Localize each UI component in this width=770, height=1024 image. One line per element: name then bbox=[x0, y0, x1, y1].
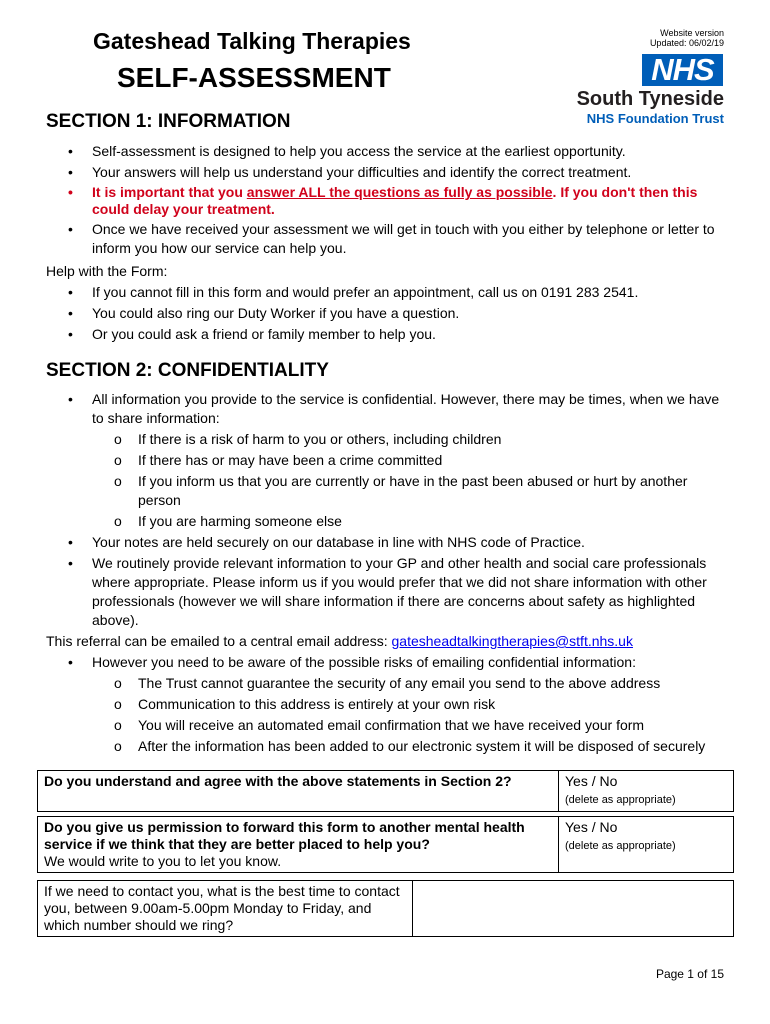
section2-heading: SECTION 2: CONFIDENTIALITY bbox=[46, 360, 329, 381]
list-item: • Your answers will help us understand your difficulties and identify the correct treatment. bbox=[68, 164, 632, 180]
answer-2-cell[interactable] bbox=[559, 817, 734, 873]
sub-list-item: o If you inform us that you are currently or have in the past been abused or hurt by another person bbox=[114, 473, 688, 508]
email-link[interactable]: gatesheadtalkingtherapies@stft.nhs.uk bbox=[391, 633, 633, 649]
answer-1-note: (delete as appropriate) bbox=[565, 794, 676, 806]
page-number: Page 1 of 15 bbox=[655, 967, 724, 981]
email-line: This referral can be emailed to a central email address: gatesheadtalkingtherapies@stft.nhs.uk bbox=[46, 633, 633, 649]
help-heading: Help with the Form: bbox=[46, 263, 168, 279]
list-item: • We routinely provide relevant information to your GP and other health and social care professionals where appropriate. Please inform us if you would prefer that we did not share information with other professionals (however we will share information if there are concerns about safety as highlighted above). bbox=[68, 555, 707, 628]
question-2-note: We would write to you to let you know. bbox=[44, 853, 282, 869]
version-note bbox=[600, 28, 724, 48]
question-1: Do you understand and agree with the above statements in Section 2? bbox=[38, 771, 559, 812]
question-table-2 bbox=[37, 816, 734, 873]
trust-name: NHS Foundation Trust bbox=[586, 111, 724, 126]
answer-1-options[interactable]: Yes / No bbox=[565, 773, 618, 789]
important-notice: • It is important that you answer ALL the questions as fully as possible. If you don't then this could delay your treatment. bbox=[68, 184, 698, 217]
sub-list-item: o If you are harming someone else bbox=[114, 513, 342, 529]
list-item: • Your notes are held securely on our database in line with NHS code of Practice. bbox=[68, 534, 585, 550]
list-item: • All information you provide to the service is confidential. However, there may be times, when we have to share information: bbox=[68, 391, 720, 426]
list-item: • Self-assessment is designed to help you access the service at the earliest opportunity. bbox=[68, 143, 626, 159]
section1-heading: SECTION 1: INFORMATION bbox=[46, 111, 291, 132]
question-2-cell bbox=[38, 817, 559, 873]
question-table-3 bbox=[37, 880, 734, 937]
list-item: • Once we have received your assessment we will get in touch with you either by telephone or letter to inform you how our service can help you. bbox=[68, 221, 715, 256]
nhs-logo: NHS bbox=[642, 54, 723, 86]
sub-list-item: o If there is a risk of harm to you or others, including children bbox=[114, 431, 502, 447]
sub-list-item: o You will receive an automated email confirmation that we have received your form bbox=[114, 717, 645, 733]
document-subtitle: SELF-ASSESSMENT bbox=[117, 62, 391, 93]
answer-1-cell[interactable] bbox=[559, 771, 734, 812]
answer-2-note: (delete as appropriate) bbox=[565, 840, 676, 852]
sub-list-item: o The Trust cannot guarantee the security of any email you send to the above address bbox=[114, 675, 661, 691]
list-item: • However you need to be aware of the possible risks of emailing confidential information: bbox=[68, 654, 636, 670]
answer-2-options[interactable]: Yes / No bbox=[565, 819, 618, 835]
org-name: South Tyneside bbox=[576, 88, 724, 110]
version-date: Updated: 06/02/19 bbox=[649, 38, 724, 48]
contact-answer-field[interactable] bbox=[413, 881, 734, 937]
section2-body bbox=[46, 390, 726, 758]
section1-body bbox=[46, 142, 726, 346]
sub-list-item: o After the information has been added to our electronic system it will be disposed of securely bbox=[114, 738, 706, 754]
sub-list-item: o Communication to this address is entirely at your own risk bbox=[114, 696, 496, 712]
question-table-1 bbox=[37, 770, 734, 812]
question-3: If we need to contact you, what is the best time to contact you, between 9.00am-5.00pm Monday to Friday, and which number should we ring? bbox=[38, 881, 413, 937]
sub-list-item: o If there has or may have been a crime committed bbox=[114, 452, 443, 468]
question-2: Do you give us permission to forward this form to another mental health service if we think that they are better placed to help you? bbox=[44, 819, 525, 852]
version-label: Website version bbox=[660, 28, 724, 38]
page-title: Gateshead Talking Therapies bbox=[93, 28, 411, 54]
list-item: • Or you could ask a friend or family member to help you. bbox=[68, 326, 436, 342]
list-item: • You could also ring our Duty Worker if you have a question. bbox=[68, 305, 460, 321]
list-item: • If you cannot fill in this form and would prefer an appointment, call us on 0191 283 2541. bbox=[68, 284, 639, 300]
